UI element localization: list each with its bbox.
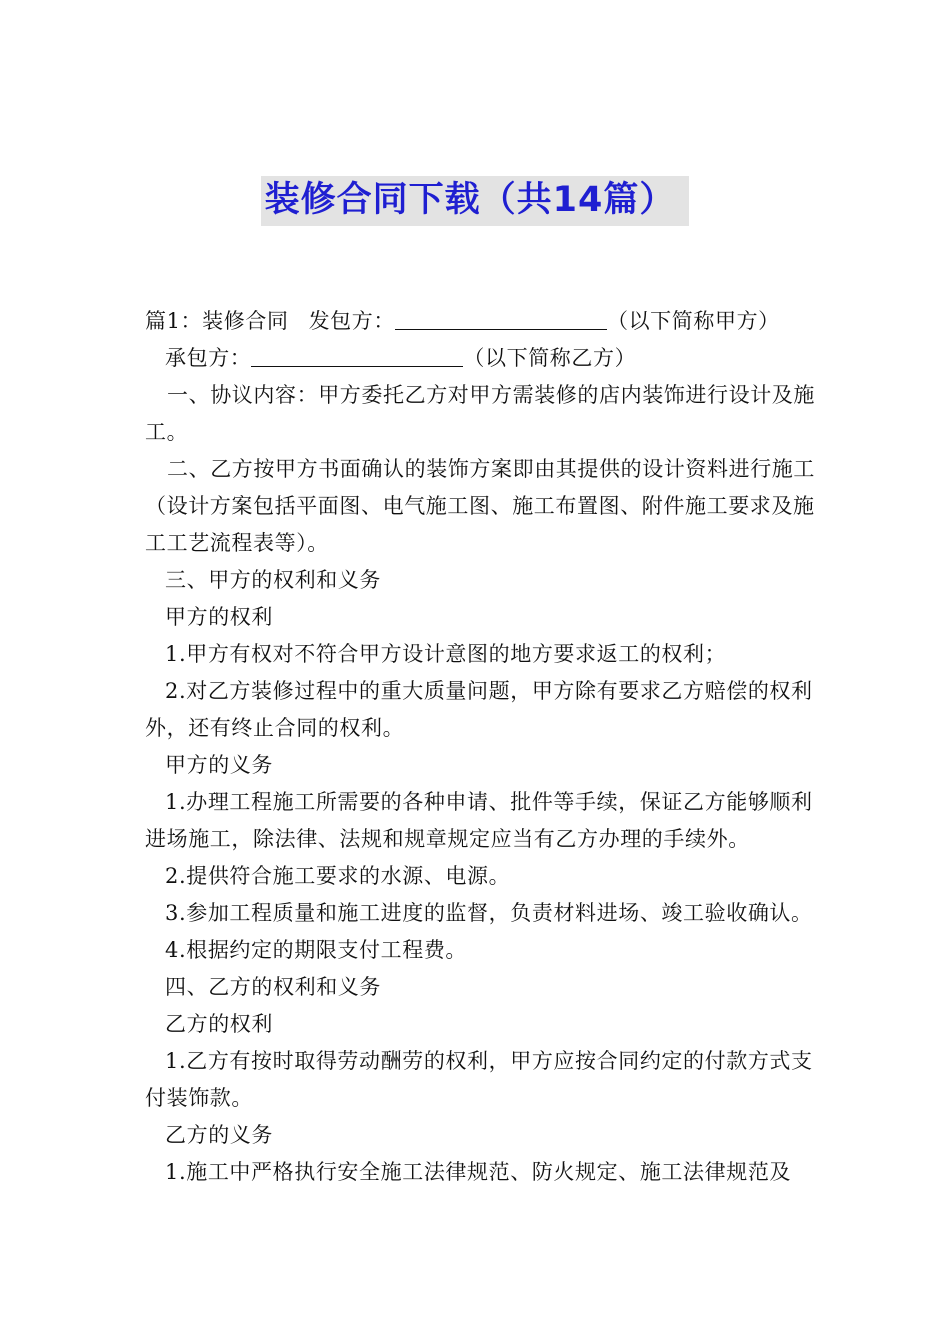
client-label: 发包方： — [308, 309, 395, 333]
document-title: 装修合同下载（共14篇） — [261, 176, 690, 226]
section-heading-client-rights-duties: 三、甲方的权利和义务 — [165, 568, 381, 592]
client-right-1: 1.甲方有权对不符合甲方设计意图的地方要求返工的权利； — [165, 642, 727, 666]
client-right-2: 2.对乙方装修过程中的重大质量问题，甲方除有要求乙方赔偿的权利外，还有终止合同的权利。 — [145, 679, 813, 740]
contractor-label: 承包方： — [165, 346, 252, 370]
title-container — [0, 176, 950, 226]
document-body — [145, 303, 825, 1191]
subheading-contractor-rights: 乙方的权利 — [165, 1012, 273, 1036]
subheading-client-duties: 甲方的义务 — [165, 753, 273, 777]
subheading-contractor-duties: 乙方的义务 — [165, 1123, 273, 1147]
contractor-blank-line — [251, 344, 463, 367]
subheading-client-rights: 甲方的权利 — [165, 605, 273, 629]
client-duty-3: 3.参加工程质量和施工进度的监督，负责材料进场、竣工验收确认。 — [165, 901, 813, 925]
client-blank-line — [395, 307, 607, 330]
contractor-duty-1: 1.施工中严格执行安全施工法律规范、防火规定、施工法律规范及 — [165, 1160, 792, 1184]
client-duty-4: 4.根据约定的期限支付工程费。 — [165, 938, 468, 962]
client-abbrev: （以下简称甲方） — [606, 309, 780, 333]
client-duty-2: 2.提供符合施工要求的水源、电源。 — [165, 864, 511, 888]
paragraph-clause-2: 二、乙方按甲方书面确认的装饰方案即由其提供的设计资料进行施工（设计方案包括平面图、电气施工图、施工布置图、附件施工要求及施工工艺流程表等）。 — [145, 457, 815, 555]
paragraph-clause-1: 一、协议内容：甲方委托乙方对甲方需装修的店内装饰进行设计及施工。 — [145, 383, 815, 444]
client-duty-1: 1.办理工程施工所需要的各种申请、批件等手续，保证乙方能够顺利进场施工，除法律、法规和规章规定应当有乙方办理的手续外。 — [145, 790, 813, 851]
section-heading-contractor-rights-duties: 四、乙方的权利和义务 — [165, 975, 381, 999]
contractor-abbrev: （以下简称乙方） — [463, 346, 637, 370]
paragraph-contractor — [145, 340, 825, 377]
contractor-right-1: 1.乙方有按时取得劳动酬劳的权利，甲方应按合同约定的付款方式支付装饰款。 — [145, 1049, 813, 1110]
paragraph-contractor-client — [145, 303, 825, 340]
article-heading: 篇1：装修合同 — [145, 309, 289, 333]
